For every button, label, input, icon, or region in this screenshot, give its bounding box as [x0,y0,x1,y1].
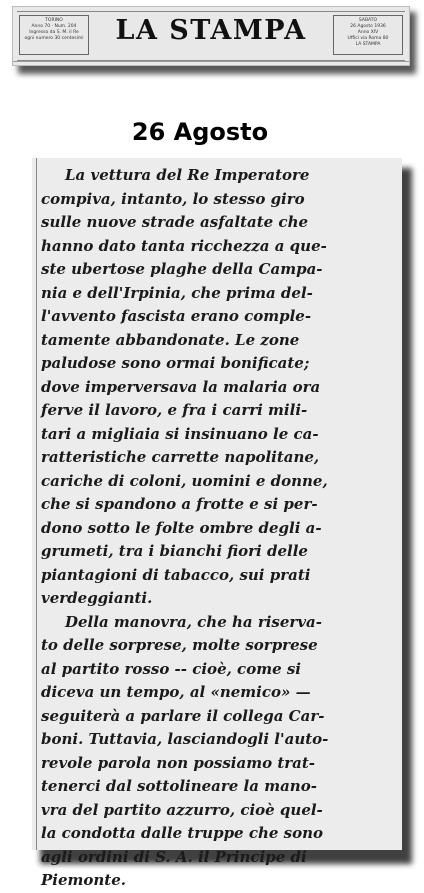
article-line: La vettura del Re Imperatore [65,166,310,184]
article-line: grumeti, tra i bianchi fiori delle [41,542,308,560]
article-line: dono sotto le folte ombre degli a- [41,518,322,537]
masthead-rule [13,61,409,62]
article-line: tamente abbandonate. Le zone [41,330,300,349]
article-line: Della manovra, che ha riserva- [65,612,322,631]
article-clipping [32,158,402,889]
article-line: boni. Tuttavia, lasciandogli l'auto- [41,730,329,748]
ear-left-line: TORINO [45,18,63,23]
article-body [41,164,396,893]
ear-right-line: SABATO [358,18,378,23]
article-line: al partito rosso -- cioè, come si [41,659,301,678]
article-line: paludose sono ormai bonificate; [41,354,310,372]
article-line: ste ubertose plaghe della Campa- [41,260,323,278]
article-line: diceva un tempo, al «nemico» — [41,683,311,701]
ear-right-line: Uffici via Roma 80 [347,36,389,41]
article-line: l'avvento fascista erano comple- [41,307,312,325]
newspaper-title: LA STAMPA [115,15,307,46]
ear-right-line: 26 Agosto 1936 [350,24,386,29]
article-line: compiva, intanto, lo stesso giro [41,189,305,208]
article-line: revole parola non possiamo trat- [41,753,316,772]
date-heading: 26 Agosto [131,118,269,146]
ear-right-line: LA STAMPA [355,42,381,47]
masthead-right-ear [333,15,403,55]
article-line: dove imperversava la malaria ora [41,377,321,396]
newspaper-masthead [12,6,410,66]
article-line: vra del partito azzurro, cioè quel- [41,800,323,819]
column-rule [36,158,37,850]
article-line: Piemonte. [41,871,126,889]
article-line: cariche di coloni, uomini e donne, [41,471,328,490]
article-line: la condotta dalle truppe che sono [41,824,323,842]
article-line: che si spandono a frotte e si per- [41,495,318,513]
article-line: piantagioni di tabacco, sui prati [41,565,311,584]
article-line: seguiterà a parlare il collega Car- [41,706,325,725]
article-line: tenerci dal sottolineare la mano- [41,777,317,795]
article-line: agli ordini di S. A. il Principe di [41,847,307,866]
article-line: nia e dell'Irpinia, che prima del- [41,283,313,302]
article-line: hanno dato tanta ricchezza a que- [41,236,327,255]
ear-left-line: ogni numero 30 centesimi [24,36,84,41]
masthead-left-ear [19,15,89,55]
article-line: ratteristiche carrette napolitane, [41,448,320,466]
article-line: verdeggianti. [41,589,153,607]
article-line: ferve il lavoro, e fra i carri mili- [41,401,308,419]
article-line: sulle nuove strade asfaltate che [41,213,309,231]
ear-left-line: Anno 70 · Num. 204 [31,24,77,29]
ear-left-line: Ingresso da S. M. il Re [29,30,79,35]
article-line: to delle sorprese, molte sorprese [41,636,318,654]
article-line: tari a migliaia si insinuano le ca- [41,424,319,443]
ear-right-line: Anno XIV [357,30,379,35]
